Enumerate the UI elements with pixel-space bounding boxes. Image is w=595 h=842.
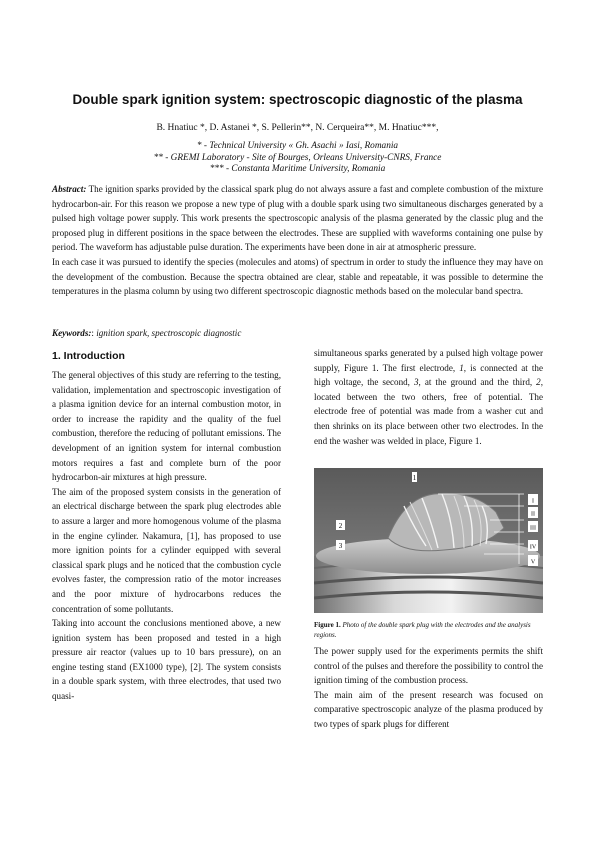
caption-label: Figure 1. [314,621,341,629]
region-label-3: III [530,525,536,532]
intro-paragraph-1: The general objectives of this study are referring to the testing, validation, implementation and spectroscopic investigation of a plasma ignition device for an internal combustion motor, in order to increase the rapidity and the quality of the fuel combustion, therefore the reducing of pollutant emissions. The development of an ignition system for internal combustion motors requires a fast and complete burn of the poor hydrocarbon-air mixtures at high pressure. [52,370,281,483]
figure-1-caption [314,620,543,640]
abstract-paragraph-2: In each case it was pursued to identify the species (molecules and atoms) of spectrum in order to study the influence they may have on the development of the combustion. Because the spectra obtained are clear, stable and repeatable, it was possible to determine the temperatures in the plasma column by using two different spectroscopic diagnostic methods based on the molecular band spectra. [52,256,543,297]
intro-paragraph-2: The aim of the proposed system consists in the generation of an electrical discharge between the spark plug electrodes able to assure a larger and more homogenous volume of the plasma in the engine cylinder. Nakamura, [1], has proposed to use more ignition points for a cylinder equipped with several classical spark plugs and he noticed that the combustion cycle evolves faster, the compression ratio of the motor increases and the poor mixture of hydrocarbons reduces the concentration of some pollutants. [52,486,281,614]
region-label-1: I [532,498,534,505]
text-run: , is connected at the high voltage, the second, [314,362,543,388]
right-column-bottom [314,644,543,732]
section-heading-introduction: 1. Introduction [52,350,125,362]
intro-paragraph-5: The power supply used for the experiments permits the shift control of the pulses and therefore the possibility to control the ignition timing of the combustion process. [314,646,543,686]
intro-paragraph-6: The main aim of the present research was focused on comparative spectroscopic analyze of the plasma produced by two types of spark plugs for different [314,689,543,729]
figure-1-photo [314,468,543,613]
intro-paragraph-3: Taking into account the conclusions mentioned above, a new ignition system has been proposed and tested in a high pressure air reactor (values up to 10 bars pressure), on an engine testing stand (EX1000 type), [2]. The system consists in a double spark system, with three electrodes, that used two quasi- [52,618,281,702]
electrode-label-1: 1 [412,474,417,482]
region-label-4: IV [529,544,537,551]
abstract [52,182,543,299]
left-column [52,368,281,704]
intro-paragraph-4 [314,346,543,448]
text-run: , at the ground and the third, [418,377,537,388]
affiliation-3: *** - Constanta Maritime University, Romania [209,164,386,174]
right-column-top [314,346,543,448]
electrode-label-3: 3 [338,542,343,550]
abstract-label: Abstract: [52,184,87,194]
region-label-2: II [531,511,535,518]
affiliation-2: ** - GREMI Laboratory - Site of Bourges, Orleans University-CNRS, France [153,153,442,163]
spark-plug-photo [314,468,543,613]
text-run: simultaneous sparks generated by a pulsed high voltage power supply, Figure 1. The first electrode, [314,348,543,373]
abstract-paragraph-1: The ignition sparks provided by the classical spark plug do not always assure a fast and complete combustion of the mixture hydrocarbon-air. For this reason we propose a new type of plug with a double spark using two simultaneous discharges generated by a pulsed high voltage power supply. This work presents the spectroscopic analysis of the plasma generated by the classic plug and the proposed plug in different positions in the space between the electrodes. These are supplied with waveforms containing one pulse by period. The waveform has adjustable pulse duration. The experiments have been done in air at atmospheric pressure. [52,184,543,253]
authors-line: B. Hnatiuc *, D. Astanei *, S. Pellerin**, N. Cerqueira**, M. Hnatiuc***, [156,123,439,133]
text-run: , located between the two others, free of potential. The electrode free of potential was made from a washer cut and then shrinks on its place between other two electrodes. In the end the washer was welded in place, Figure 1. [314,377,543,446]
electrode-label-2: 2 [338,522,343,530]
keywords-label: Keywords: [52,328,92,338]
electrode-ref: 3 [413,377,419,388]
keywords-text: ignition spark, spectroscopic diagnostic [96,328,242,338]
affiliation-1: * - Technical University « Gh. Asachi » Iasi, Romania [196,141,399,151]
region-label-5: V [530,559,536,566]
paper-title: Double spark ignition system: spectroscopic diagnostic of the plasma [72,92,523,107]
caption-text: Photo of the double spark plug with the electrodes and the analysis regions. [314,621,531,639]
electrode-ref: 2 [536,377,541,388]
keywords-separator: : [91,328,97,338]
electrode-ref: 1 [459,362,464,373]
keywords [52,328,241,338]
